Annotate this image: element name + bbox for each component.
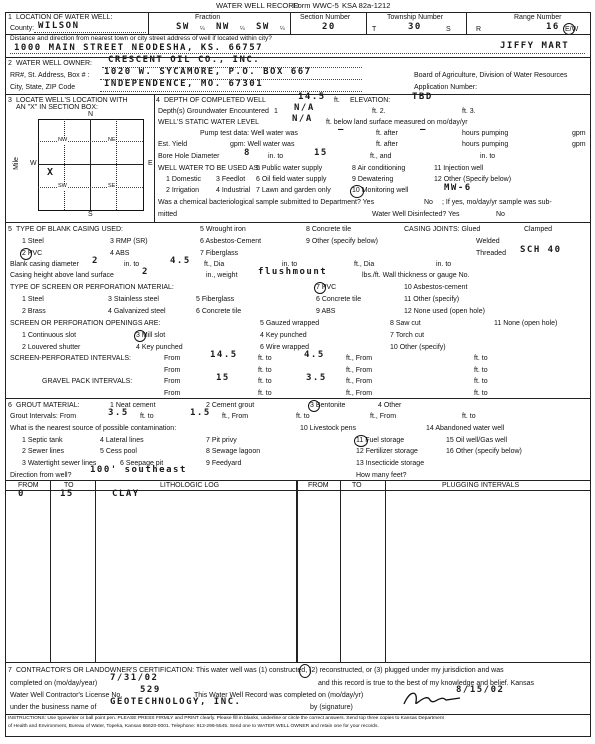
contam-cess-pool: 5 Cess pool [100, 448, 137, 455]
contam-septic: 1 Septic tank [22, 437, 63, 444]
completed-date: 7/31/02 [110, 673, 159, 683]
wall-thickness-label: lbs./ft. Wall thickness or gauge No. [362, 272, 470, 279]
casing-asbestos: 6 Asbestos-Cement [200, 238, 262, 245]
opening-gauzed: 5 Gauzed wrapped [260, 320, 320, 327]
height-value: 2 [142, 267, 149, 277]
township-s: S [446, 26, 451, 33]
depth-ft: ft. [334, 97, 340, 104]
casing-clamped: Clamped [524, 226, 553, 233]
log-to-header: TO [64, 482, 74, 489]
direction-value: 100' southeast [90, 465, 187, 475]
directions-label: Distance and direction from nearest town or city street address of well if located within city? [10, 35, 272, 42]
yield-gpm: gpm [572, 141, 586, 148]
location-label: LOCATION OF WATER WELL: [16, 14, 113, 21]
county-label: County: [10, 25, 35, 32]
screen-rmp: 6 Concrete tile [316, 296, 362, 303]
yield-rest: gpm: Well water was [230, 141, 295, 148]
grout-to-label: ft. to [140, 413, 154, 420]
plug-from-header: FROM [308, 482, 329, 489]
section-4-number: 4 [156, 97, 160, 104]
contamination-label: What is the nearest source of possible contamination: [10, 425, 177, 432]
bore-value: 8 [244, 148, 251, 158]
pump-dash-1: — [338, 125, 345, 135]
casing-wrought-iron: 5 Wrought iron [200, 226, 246, 233]
locate-label-2: AN "X" IN SECTION BOX: [16, 104, 98, 111]
well-location-mark: X [47, 167, 55, 178]
screen-asbestos: 10 Asbestos-cement [404, 284, 468, 291]
quadrant-se: SE [108, 183, 116, 189]
owner-value: CRESCENT OIL CO., INC. [108, 55, 261, 65]
bore-in-to-2: in. to [480, 153, 496, 160]
contam-insecticide: 13 Insecticide storage [356, 460, 425, 467]
address-value: 1020 W. SYCAMORE, P.O. BOX 667 [104, 67, 312, 77]
contam-lateral: 4 Lateral lines [100, 437, 144, 444]
gravel-to-value: 3.5 [306, 373, 327, 383]
township-number: 30 [408, 22, 422, 32]
use-lawn-garden: 7 Lawn and garden only [256, 187, 331, 194]
section-number-label: Section Number [300, 14, 351, 21]
casing-label: TYPE OF BLANK CASING USED: [16, 226, 123, 233]
direction-label: Direction from well? [10, 472, 72, 479]
address-label: RR#, St. Address, Box # : [10, 72, 90, 79]
log-row-from: 0 [18, 489, 25, 499]
fraction-1: SW [176, 22, 190, 32]
township-label: Township Number [387, 14, 444, 21]
screen-to-2: ft. to [474, 355, 488, 362]
disinfected-no: No [496, 211, 505, 218]
bore-and: ft., and [370, 153, 392, 160]
static-rest: ft. below land surface measured on mo/day/yr [326, 119, 468, 126]
screen-intervals-label: SCREEN-PERFORATED INTERVALS: [10, 355, 131, 362]
screen-label: TYPE OF SCREEN OR PERFORATION MATERIAL: [10, 284, 174, 291]
use-domestic: 1 Domestic [166, 176, 202, 183]
yield-label: Est. Yield [158, 141, 188, 148]
screen-from-value: 14.5 [210, 350, 238, 360]
casing-joints-label: CASING JOINTS: Glued [404, 226, 481, 233]
certification-text: CONTRACTOR'S OR LANDOWNER'S CERTIFICATION: This water well was (1) constructed, (2) reconstructed, or (3) plugged under my jurisdiction and was [16, 667, 504, 674]
screen-stainless: 3 Stainless steel [108, 296, 159, 303]
fraction-label: Fraction [195, 14, 221, 21]
blank-to-value: 4.5 [170, 256, 191, 266]
gw-2-label: ft. 2. [372, 108, 386, 115]
opening-saw-cut: 8 Saw cut [390, 320, 421, 327]
screen-from-2: ft., From [346, 355, 373, 362]
disinfected-label: Water Well Disinfected? Yes [372, 211, 460, 218]
pump-dash-2: — [420, 125, 427, 135]
pump-gpm: gpm [572, 130, 586, 137]
ksa-number: KSA 82a-1212 [342, 1, 391, 10]
license-number: 529 [140, 685, 161, 695]
quarter-1: ¼ [200, 26, 205, 32]
log-row-description: CLAY [112, 489, 140, 499]
casing-fiberglass: 7 Fiberglass [200, 250, 239, 257]
casing-pvc: 2 PVC [22, 250, 43, 257]
section-box [38, 119, 144, 211]
quarter-3: ¼ [280, 26, 285, 32]
screen-to-value: 4.5 [304, 350, 325, 360]
blank-dia-rest-2: ft., Dia [354, 261, 375, 268]
screen-other: 11 Other (specify) [404, 296, 460, 303]
gravel-to-label: ft. to [258, 378, 272, 385]
section-6-number: 6 [8, 402, 12, 409]
bore-to-value: 15 [314, 148, 328, 158]
gravel-to-3: ft. to [258, 390, 272, 397]
range-r: R [476, 26, 482, 33]
range-label: Range Number [514, 14, 562, 21]
screen-galvanized: 4 Galvanized steel [108, 308, 166, 315]
grout-intervals-label: Grout Intervals: From [10, 413, 77, 420]
casing-welded: Welded [476, 238, 500, 245]
quadrant-ne: NE [108, 137, 116, 143]
use-injection-well: 11 Injection well [434, 165, 484, 172]
chem-label: Was a chemical bacteriological sample submitted to Department? Yes [158, 199, 375, 206]
monitor-well-id: MW-6 [444, 183, 472, 193]
contam-fuel-storage: 11 Fuel storage [356, 437, 405, 444]
casing-abs: 4 ABS [110, 250, 130, 257]
chem-rest: ; If yes, mo/day/yr sample was sub- [442, 199, 552, 206]
grout-other: 4 Other [378, 402, 402, 409]
board-label: Board of Agriculture, Division of Water Resources [414, 72, 568, 79]
instructions-text: INSTRUCTIONS: Use typewriter or ball point pen. PLEASE PRESS FIRMLY and PRINT clearly. Please fill in blanks, underline or circle the correct answers. Send top three copies to Kansas Department [8, 716, 444, 721]
certification-text-2: and this record is true to the best of my knowledge and belief. Kansas [318, 680, 534, 687]
screen-to-3: ft. to [258, 367, 272, 374]
chem-mitted: mitted [158, 211, 178, 218]
contam-seepage: 6 Seepage pit [120, 460, 164, 467]
gravel-from-value: 15 [216, 373, 230, 383]
instructions-text-2: of Health and Environment, Bureau of Water, Topeka, Kansas 66620-0001. Telephone: 913-296-5545. Send one to WATER WELL OWNER and retain one for your records. [8, 724, 379, 729]
plugging-intervals-header: PLUGGING INTERVALS [442, 482, 520, 489]
business-label: under the business name of [10, 704, 97, 711]
use-irrigation: 2 Irrigation [166, 187, 200, 194]
casing-rmp: 3 RMP (SR) [110, 238, 148, 245]
contam-abandoned-well: 14 Abandoned water well [426, 425, 505, 432]
section-number: 20 [322, 22, 336, 32]
compass-w: W [30, 160, 37, 167]
gw-3-label: ft. 3. [462, 108, 476, 115]
screen-abs: 9 ABS [316, 308, 336, 315]
opening-continuous: 1 Continuous slot [22, 332, 77, 339]
yield-after: ft. after [376, 141, 398, 148]
gravel-from-3: From [164, 390, 181, 397]
casing-threaded: Threaded [476, 250, 506, 257]
blank-dia-label: Blank casing diameter [10, 261, 79, 268]
contam-pit-privy: 7 Pit privy [206, 437, 237, 444]
elevation-value: TBD [412, 92, 433, 102]
use-label: WELL WATER TO BE USED AS: [158, 165, 261, 172]
log-row-to: 15 [60, 489, 74, 499]
elevation-label: ELEVATION: [350, 97, 391, 104]
use-feedlot: 3 Feedlot [216, 176, 246, 183]
blank-in-to: in. to [124, 261, 140, 268]
casing-other: 9 Other (specify below) [306, 238, 378, 245]
opening-louvered: 2 Louvered shutter [22, 344, 81, 351]
grout-from-3: ft., From [370, 413, 397, 420]
opening-mill-slot: 3 Mill slot [136, 332, 166, 339]
plug-to-header: TO [352, 482, 362, 489]
how-many-feet: How many feet? [356, 472, 407, 479]
fraction-3: SW [256, 22, 270, 32]
openings-label: SCREEN OR PERFORATION OPENINGS ARE: [10, 320, 161, 327]
depth-value: 14.5 [298, 92, 326, 102]
height-label: Casing height above land surface [10, 272, 114, 279]
grout-cement-grout: 2 Cement grout [206, 402, 255, 409]
screen-from-3: From [164, 367, 181, 374]
fraction-2: NW [216, 22, 230, 32]
screen-concrete: 6 Concrete tile [196, 308, 242, 315]
blank-dia-value: 2 [92, 256, 99, 266]
record-completed-label: This Water Well Record was completed on (mo/day/yr) [194, 692, 364, 699]
pump-label: Pump test data: Well water was [200, 130, 298, 137]
grout-bentonite: 3 Bentonite [310, 402, 346, 409]
signature-label: by (signature) [310, 704, 353, 711]
contam-lagoon: 8 Sewage lagoon [206, 448, 261, 455]
weight-label: in., weight [206, 272, 238, 279]
compass-n: N [88, 111, 94, 118]
gravel-from-4: ft., From [346, 390, 373, 397]
use-public-water: 5 Public water supply [256, 165, 323, 172]
business-name: GEOTECHNOLOGY, INC. [110, 697, 242, 707]
opening-wire: 4 Key punched [260, 332, 307, 339]
quadrant-nw: NW [58, 137, 68, 143]
bore-in-to: in. to [268, 153, 284, 160]
contam-livestock: 10 Livestock pens [300, 425, 357, 432]
blank-dia-rest: ft., Dia [204, 261, 225, 268]
quarter-2: ¼ [240, 26, 245, 32]
use-industrial: 4 Industrial [216, 187, 251, 194]
locate-label-1: LOCATE WELL'S LOCATION WITH [16, 97, 128, 104]
directions-note: JIFFY MART [500, 41, 570, 51]
casing-steel: 1 Steel [22, 238, 44, 245]
opening-key-punched: 4 Key punched [136, 344, 183, 351]
record-date: 8/15/02 [456, 685, 505, 695]
use-dewatering: 9 Dewatering [352, 176, 394, 183]
grout-to-2: ft. to [296, 413, 310, 420]
grout-to-3: ft. to [462, 413, 476, 420]
grout-label: GROUT MATERIAL: [16, 402, 80, 409]
grout-to-value: 1.5 [190, 408, 211, 418]
groundwater-1: N/A [294, 103, 315, 113]
section-1-number: 1 [8, 14, 12, 21]
screen-none: 12 None used (open hole) [404, 308, 485, 315]
pump-after: ft. after [376, 130, 398, 137]
static-value: N/A [292, 114, 313, 124]
grout-from-2: ft., From [222, 413, 249, 420]
screen-from-label: From [164, 355, 181, 362]
pump-hours: hours pumping [462, 130, 509, 137]
opening-other: 10 Other (specify) [390, 344, 446, 351]
groundwater-label: Depth(s) Groundwater Encountered [158, 108, 269, 115]
city-label: City, State, ZIP Code [10, 84, 76, 91]
use-monitoring-well: 10 Monitoring well [352, 187, 409, 194]
owner-label: WATER WELL OWNER: [16, 60, 92, 67]
flushmount-value: flushmount [258, 267, 328, 277]
gw-1-label: 1 [274, 108, 278, 115]
screen-pvc: 7 PVC [316, 284, 337, 291]
gravel-from-2: ft., From [346, 378, 373, 385]
opening-torch: 6 Wire wrapped [260, 344, 310, 351]
section-7-number: 7 [8, 667, 12, 674]
blank-in-to-2: in. to [282, 261, 298, 268]
static-label: WELL'S STATIC WATER LEVEL [158, 119, 260, 126]
mile-label: Mile [12, 157, 20, 170]
compass-s: S [88, 211, 93, 218]
screen-to-label: ft. to [258, 355, 272, 362]
use-other: 12 Other (Specify below) [434, 176, 512, 183]
contam-sewer: 2 Sewer lines [22, 448, 65, 455]
screen-to-4: ft. to [474, 367, 488, 374]
form-number: Form WWC-5 [293, 1, 339, 10]
grout-from-value: 3.5 [108, 408, 129, 418]
lithologic-log-header: LITHOLOGIC LOG [160, 482, 220, 489]
form-title: WATER WELL RECORD [216, 1, 300, 10]
completed-label: completed on (mo/day/year) [10, 680, 98, 687]
contam-watertight: 3 Watertight sewer lines [22, 460, 97, 467]
gravel-from-label: From [164, 378, 181, 385]
blank-in-to-3: in. to [436, 261, 452, 268]
depth-label: DEPTH OF COMPLETED WELL [164, 97, 266, 104]
quadrant-sw: SW [58, 183, 67, 189]
township-t: T [372, 26, 377, 33]
license-label: Water Well Contractor's License No. [10, 692, 123, 699]
yield-hours: hours pumping [462, 141, 509, 148]
gravel-to-4: ft. to [474, 390, 488, 397]
grout-neat-cement: 1 Neat cement [110, 402, 156, 409]
casing-concrete-tile: 8 Concrete tile [306, 226, 352, 233]
log-from-header: FROM [18, 482, 39, 489]
gravel-to-2: ft. to [474, 378, 488, 385]
screen-steel: 1 Steel [22, 296, 44, 303]
range-number: 16 [546, 22, 560, 32]
chem-no: No [424, 199, 433, 206]
screen-fiberglass: 5 Fiberglass [196, 296, 235, 303]
contam-oil-gas-well: 15 Oil well/Gas well [446, 437, 508, 444]
section-5-number: 5 [8, 226, 12, 233]
screen-from-4: ft., From [346, 367, 373, 374]
contam-feedyard: 9 Feedyard [206, 460, 242, 467]
section-3-number: 3 [8, 97, 12, 104]
opening-none: 11 None (open hole) [494, 320, 558, 327]
county-value: WILSON [38, 21, 80, 31]
application-label: Application Number: [414, 84, 478, 91]
contam-fertilizer: 12 Fertilizer storage [356, 448, 418, 455]
compass-e: E [148, 160, 153, 167]
signature-scribble [400, 686, 470, 710]
opening-drilled: 7 Torch cut [390, 332, 425, 339]
gravel-intervals-label: GRAVEL PACK INTERVALS: [42, 378, 133, 385]
section-2-number: 2 [8, 60, 12, 67]
city-value: INDEPENDENCE, MO. 67301 [104, 79, 264, 89]
directions-value: 1000 MAIN STREET NEODESHA, KS. 66757 [14, 43, 264, 53]
bore-label: Bore Hole Diameter [158, 153, 220, 160]
contam-other: 16 Other (specify below) [446, 448, 522, 455]
screen-brass: 2 Brass [22, 308, 46, 315]
use-air-conditioning: 8 Air conditioning [352, 165, 406, 172]
threaded-value: SCH 40 [520, 245, 562, 255]
range-ew: E/W [565, 26, 579, 33]
use-oil-field: 6 Oil field water supply [256, 176, 327, 183]
